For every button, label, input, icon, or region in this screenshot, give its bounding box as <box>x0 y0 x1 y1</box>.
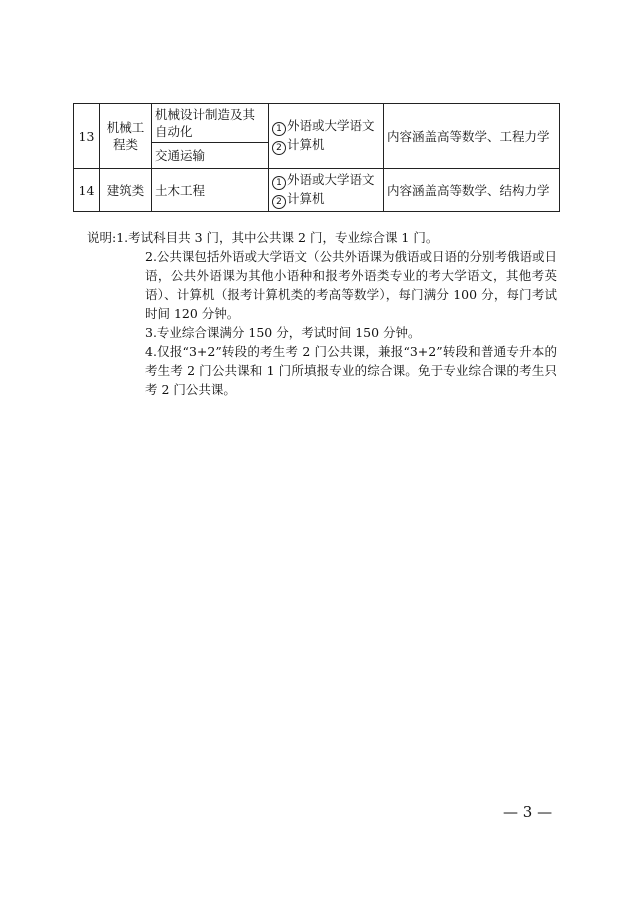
category-cell: 机械工程类 <box>100 104 152 169</box>
professional-course-cell: 内容涵盖高等数学、工程力学 <box>384 104 560 169</box>
public-course-cell <box>269 104 384 169</box>
public-course-text: 计算机 <box>287 191 325 206</box>
public-course-item <box>272 136 380 155</box>
public-course-text: 外语或大学语文 <box>287 172 375 187</box>
note-item <box>87 228 557 247</box>
table-row <box>74 169 560 212</box>
notes-section <box>87 228 557 399</box>
note-text: 1.考试科目共 3 门，其中公共课 2 门，专业综合课 1 门。 <box>116 230 439 245</box>
public-course-item <box>272 171 380 190</box>
professional-course-cell: 内容涵盖高等数学、结构力学 <box>384 169 560 212</box>
notes-label: 说明: <box>87 230 117 245</box>
public-course-text: 外语或大学语文 <box>287 118 375 133</box>
note-item: 4.仅报“3+2”转段的考生考 2 门公共课，兼报“3+2”转段和普通专升本的考生考 2 门公共课和 1 门所填报专业的综合课。免于专业综合课的考生只考 2 门公共课。 <box>145 344 557 397</box>
major-cell: 交通运输 <box>152 143 269 169</box>
circled-number: 2 <box>272 141 286 155</box>
row-number: 13 <box>74 104 100 169</box>
major-cell: 土木工程 <box>152 169 269 212</box>
major-cell: 机械设计制造及其自动化 <box>152 104 269 143</box>
circled-number: 1 <box>272 176 286 190</box>
category-cell: 建筑类 <box>100 169 152 212</box>
public-course-item <box>272 117 380 136</box>
row-number: 14 <box>74 169 100 212</box>
note-item: 2.公共课包括外语或大学语文（公共外语课为俄语或日语的分别考俄语或日语，公共外语课为其他小语种和报考外语类专业的考大学语文，其他考英语）、计算机（报考计算机类的考高等数学），每门满分 100 分，每门考试时间 120 分钟。 <box>145 249 557 321</box>
note-item: 3.专业综合课满分 150 分，考试时间 150 分钟。 <box>145 325 421 340</box>
page-number: — 3 — <box>503 803 553 821</box>
exam-subjects-table <box>73 103 560 212</box>
circled-number: 1 <box>272 122 286 136</box>
circled-number: 2 <box>272 195 286 209</box>
public-course-cell <box>269 169 384 212</box>
table-row <box>74 104 560 143</box>
public-course-item <box>272 190 380 209</box>
public-course-text: 计算机 <box>287 137 325 152</box>
